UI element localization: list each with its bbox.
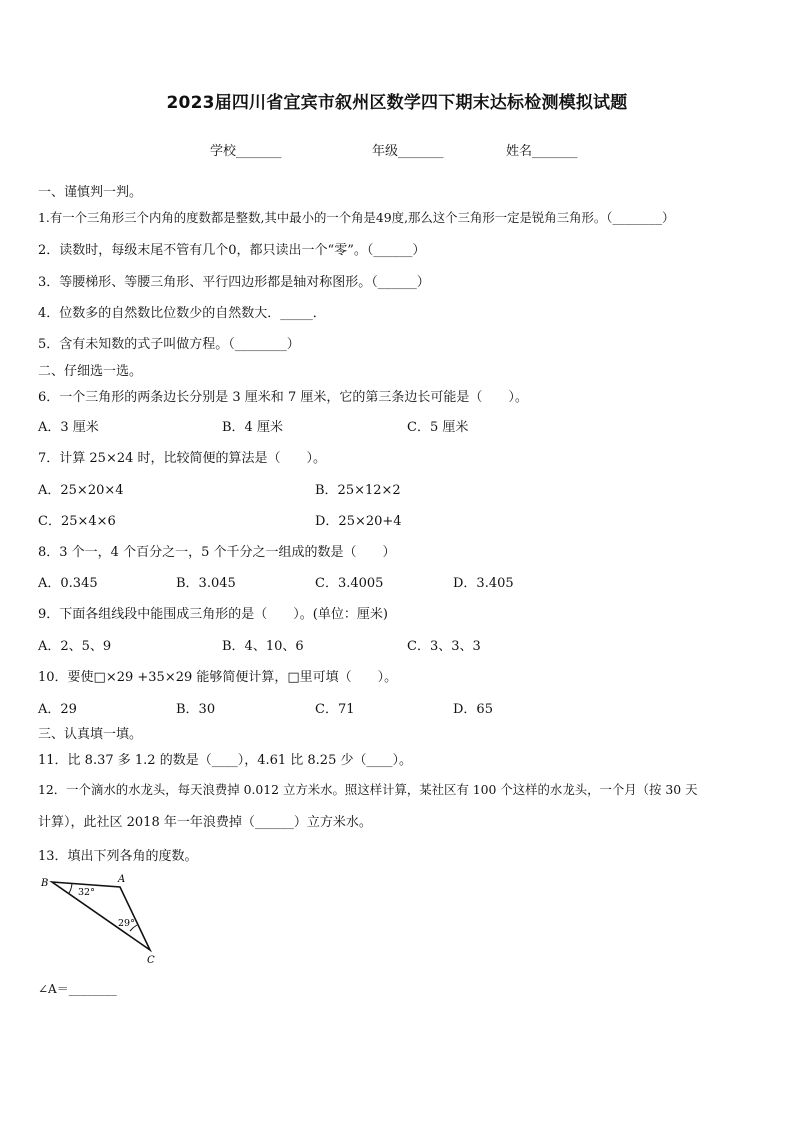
triangle-figure — [38, 870, 168, 966]
question-1: 1.有一个三角形三个内角的度数都是整数,其中最小的一个角是49度,那么这个三角形一定是锐角三角形。（________） — [38, 210, 675, 225]
angle-c-value: 29° — [118, 918, 135, 929]
q7-option-a[interactable]: A．25×20×4 — [38, 483, 124, 498]
q8-option-a[interactable]: A．0.345 — [38, 576, 98, 591]
question-13: 13．填出下列各角的度数。 — [38, 849, 198, 864]
question-5: 5．含有未知数的式子叫做方程。（________） — [38, 337, 300, 352]
page-title: 2023届四川省宜宾市叙州区数学四下期末达标检测模拟试题 — [166, 93, 628, 113]
q6-option-b[interactable]: B．4 厘米 — [222, 420, 283, 435]
question-7: 7．计算 25×24 时，比较简便的算法是（ ）。 — [38, 451, 327, 466]
angle-b-arc — [69, 883, 72, 893]
vertex-c-label: C — [147, 955, 155, 966]
q8-option-b[interactable]: B．3.045 — [176, 576, 236, 591]
q8-option-c[interactable]: C．3.4005 — [315, 576, 384, 591]
q7-option-d[interactable]: D．25×20+4 — [315, 514, 402, 529]
section-3-heading: 三、认真填一填。 — [38, 727, 143, 742]
q8-option-d[interactable]: D．3.405 — [453, 576, 514, 591]
question-13-answer[interactable]: ∠A＝________ — [38, 982, 117, 996]
q10-option-c[interactable]: C．71 — [315, 702, 355, 717]
question-6: 6．一个三角形的两条边长分别是 3 厘米和 7 厘米，它的第三条边长可能是（ ）。 — [38, 390, 528, 405]
q9-option-a[interactable]: A．2、5、9 — [38, 639, 112, 654]
question-9: 9．下面各组线段中能围成三角形的是（ ）。(单位：厘米) — [38, 607, 388, 622]
q10-option-d[interactable]: D．65 — [453, 702, 493, 717]
question-2: 2．读数时，每级末尾不管有几个0，都只读出一个“零”。（______） — [38, 243, 426, 258]
angle-b-value: 32° — [78, 887, 95, 898]
triangle-abc — [52, 882, 150, 950]
question-3: 3．等腰梯形、等腰三角形、平行四边形都是轴对称图形。（______） — [38, 275, 430, 290]
q7-option-b[interactable]: B．25×12×2 — [315, 483, 401, 498]
q7-option-c[interactable]: C．25×4×6 — [38, 514, 116, 529]
question-12-line-1: 12．一个滴水的水龙头，每天浪费掉 0.012 立方米水。照这样计算，某社区有 100 个这样的水龙头，一个月（按 30 天 — [38, 782, 698, 797]
section-1-heading: 一、谨慎判一判。 — [38, 185, 143, 200]
q9-option-c[interactable]: C．3、3、3 — [407, 639, 481, 654]
section-2-heading: 二、仔细选一选。 — [38, 364, 143, 379]
question-10: 10．要使□×29 +35×29 能够简便计算，□里可填（ ）。 — [38, 670, 398, 685]
question-8: 8．3 个一，4 个百分之一，5 个千分之一组成的数是（ ） — [38, 545, 396, 560]
question-12-line-2: 计算），此社区 2018 年一年浪费掉（______）立方米水。 — [38, 815, 372, 830]
vertex-a-label: A — [118, 874, 126, 885]
grade-field[interactable]: 年级_______ — [372, 144, 444, 159]
school-field[interactable]: 学校_______ — [210, 144, 282, 159]
question-4: 4．位数多的自然数比位数少的自然数大．_____． — [38, 306, 326, 321]
name-field[interactable]: 姓名_______ — [506, 144, 578, 159]
q6-option-c[interactable]: C．5 厘米 — [407, 420, 469, 435]
q6-option-a[interactable]: A．3 厘米 — [38, 420, 99, 435]
q10-option-a[interactable]: A．29 — [38, 702, 77, 717]
q9-option-b[interactable]: B．4、10、6 — [222, 639, 304, 654]
vertex-b-label: B — [41, 878, 49, 889]
q10-option-b[interactable]: B．30 — [176, 702, 216, 717]
question-11: 11．比 8.37 多 1.2 的数是（____），4.61 比 8.25 少（____）。 — [38, 753, 412, 768]
